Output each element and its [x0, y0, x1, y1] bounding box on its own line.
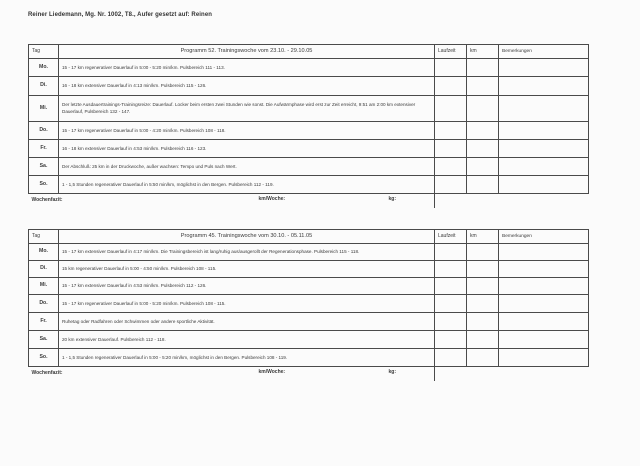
- table-row: [29, 176, 589, 194]
- day-cell: Mi.: [29, 96, 59, 122]
- laufzeit-cell[interactable]: [435, 349, 467, 367]
- laufzeit-cell[interactable]: [435, 122, 467, 140]
- day-cell: Fr.: [29, 313, 59, 331]
- km-cell[interactable]: [467, 278, 499, 295]
- bemerkungen-cell[interactable]: [499, 349, 589, 367]
- table-row: [29, 59, 589, 77]
- km-cell[interactable]: [467, 313, 499, 331]
- week-title: Programm 52. Trainingswoche vom 23.10. - 29.10.05: [59, 45, 435, 59]
- wochenfazit-label: Wochenfazit:: [29, 194, 59, 209]
- col-km: km: [467, 45, 499, 59]
- table-row: [29, 158, 589, 176]
- km-cell[interactable]: [467, 261, 499, 278]
- table-header-row: [29, 45, 589, 59]
- col-km: km: [467, 230, 499, 244]
- km-cell[interactable]: [467, 176, 499, 194]
- day-cell: So.: [29, 349, 59, 367]
- footer-mid: [59, 194, 435, 209]
- km-cell[interactable]: [467, 331, 499, 349]
- day-cell: Do.: [29, 295, 59, 313]
- laufzeit-cell[interactable]: [435, 140, 467, 158]
- km-cell[interactable]: [467, 349, 499, 367]
- km-cell[interactable]: [467, 122, 499, 140]
- plan-text: 15 - 17 km extensiver Dauerlauf in 4:17 min/km. Die Trainingsbereich ist lang/ruhig aus/ausgerollt der Regenerationsphase. Pulsbereich 115 - 118.: [59, 244, 435, 261]
- day-cell: Mo.: [29, 59, 59, 77]
- bemerkungen-cell[interactable]: [499, 261, 589, 278]
- week-table-1: [28, 44, 589, 208]
- km-woche-label: km/Woche:: [258, 369, 286, 375]
- bemerkungen-cell[interactable]: [499, 140, 589, 158]
- plan-text: 15 - 17 km extensiver Dauerlauf in 4:53 min/km. Pulsbereich 112 - 126.: [59, 278, 435, 295]
- plan-text: 15 - 17 km regenerativer Dauerlauf in 5:00 - 5:20 min/km. Pulsbereich 111 - 113.: [59, 59, 435, 77]
- bemerkungen-cell[interactable]: [499, 278, 589, 295]
- footer-row: [29, 367, 589, 382]
- footer-row: [29, 194, 589, 209]
- week-title: Programm 45. Trainingswoche vom 30.10. - 05.11.05: [59, 230, 435, 244]
- km-cell[interactable]: [467, 59, 499, 77]
- km-cell[interactable]: [467, 158, 499, 176]
- km-cell[interactable]: [467, 295, 499, 313]
- day-cell: Mi.: [29, 278, 59, 295]
- day-cell: So.: [29, 176, 59, 194]
- laufzeit-cell[interactable]: [435, 244, 467, 261]
- day-cell: Sa.: [29, 158, 59, 176]
- table-row: [29, 244, 589, 261]
- bemerkungen-cell[interactable]: [499, 59, 589, 77]
- plan-text: 1 - 1,5 Stunden regenerativer Dauerlauf in 5:50 min/km, möglichst in den Bergen. Pulsbereich 112 - 119.: [59, 176, 435, 194]
- bemerkungen-cell[interactable]: [499, 96, 589, 122]
- laufzeit-cell[interactable]: [435, 158, 467, 176]
- plan-text: Ruhetag oder Radfahren oder Schwimmen oder andere sportliche Aktivität.: [59, 313, 435, 331]
- km-woche-label: km/Woche:: [258, 196, 286, 202]
- table-row: [29, 140, 589, 158]
- plan-text: 15 km regenerativer Dauerlauf in 5:00 - 4:50 min/km. Pulsbereich 108 - 115.: [59, 261, 435, 278]
- laufzeit-cell[interactable]: [435, 96, 467, 122]
- table-row: [29, 331, 589, 349]
- km-cell[interactable]: [467, 140, 499, 158]
- bemerkungen-cell[interactable]: [499, 158, 589, 176]
- plan-text: 20 km extensiver Dauerlauf. Pulsbereich 112 - 118.: [59, 331, 435, 349]
- table-row: [29, 77, 589, 96]
- laufzeit-cell[interactable]: [435, 176, 467, 194]
- bemerkungen-cell[interactable]: [499, 295, 589, 313]
- table-header-row: [29, 230, 589, 244]
- table-row: [29, 122, 589, 140]
- bemerkungen-cell[interactable]: [499, 313, 589, 331]
- plan-text: 16 - 18 km extensiver Dauerlauf in 4:53 min/km. Pulsbereich 116 - 123.: [59, 140, 435, 158]
- day-cell: Do.: [29, 122, 59, 140]
- document-header: Reiner Liedemann, Mg. Nr. 1002, T8., Aufer gesetzt auf: Reinen: [28, 12, 213, 18]
- plan-text: Der Abschluß: 25 km in der Druckwoche, außer wachsen: Tempo und Puls nach Wert.: [59, 158, 435, 176]
- laufzeit-cell[interactable]: [435, 313, 467, 331]
- week-table-2: [28, 229, 589, 381]
- col-bemerkungen: Bemerkungen: [499, 230, 589, 244]
- table-row: [29, 313, 589, 331]
- laufzeit-cell[interactable]: [435, 295, 467, 313]
- col-day: Tag: [29, 45, 59, 59]
- day-cell: Mo.: [29, 244, 59, 261]
- footer-mid: [59, 367, 435, 382]
- wochenfazit-label: Wochenfazit:: [29, 367, 59, 382]
- day-cell: Sa.: [29, 331, 59, 349]
- day-cell: Fr.: [29, 140, 59, 158]
- plan-text: 15 - 17 km regenerativer Dauerlauf in 5:00 - 5:20 min/km. Pulsbereich 108 - 115.: [59, 295, 435, 313]
- table-row: [29, 261, 589, 278]
- kg-label: kg:: [388, 196, 396, 202]
- laufzeit-cell[interactable]: [435, 77, 467, 96]
- col-laufzeit: Laufzeit: [435, 45, 467, 59]
- table-row: [29, 96, 589, 122]
- plan-text: Der letzte Ausdauertrainings-Trainingsreize: Dauerlauf. Locker beim ersten zwei Stunden wie sonst. Die Aufwärmphase wird erst zur Zeit erreicht, 9:51 am 2:00 km extensiver Dauerlauf, Pulsbereich 132 - 147.: [59, 96, 435, 122]
- table-row: [29, 349, 589, 367]
- laufzeit-cell[interactable]: [435, 278, 467, 295]
- bemerkungen-cell[interactable]: [499, 331, 589, 349]
- table-row: [29, 278, 589, 295]
- day-cell: Di.: [29, 77, 59, 96]
- col-day: Tag: [29, 230, 59, 244]
- bemerkungen-cell[interactable]: [499, 122, 589, 140]
- bemerkungen-cell[interactable]: [499, 176, 589, 194]
- bemerkungen-cell[interactable]: [499, 244, 589, 261]
- kg-label: kg:: [388, 369, 396, 375]
- col-bemerkungen: Bemerkungen: [499, 45, 589, 59]
- plan-text: 1 - 1,5 Stunden regenerativer Dauerlauf in 5:00 - 5:20 min/km, möglichst in den Bergen. Pulsbereich 108 - 119.: [59, 349, 435, 367]
- laufzeit-cell[interactable]: [435, 59, 467, 77]
- bemerkungen-cell[interactable]: [499, 77, 589, 96]
- km-cell[interactable]: [467, 77, 499, 96]
- col-laufzeit: Laufzeit: [435, 230, 467, 244]
- km-cell[interactable]: [467, 244, 499, 261]
- plan-text: 16 - 18 km extensiver Dauerlauf in 4:13 min/km. Pulsbereich 115 - 126.: [59, 77, 435, 96]
- laufzeit-cell[interactable]: [435, 261, 467, 278]
- laufzeit-cell[interactable]: [435, 331, 467, 349]
- day-cell: Di.: [29, 261, 59, 278]
- km-cell[interactable]: [467, 96, 499, 122]
- table-row: [29, 295, 589, 313]
- plan-text: 15 - 17 km regenerativer Dauerlauf in 5:00 - 4:20 min/km. Pulsbereich 108 - 118.: [59, 122, 435, 140]
